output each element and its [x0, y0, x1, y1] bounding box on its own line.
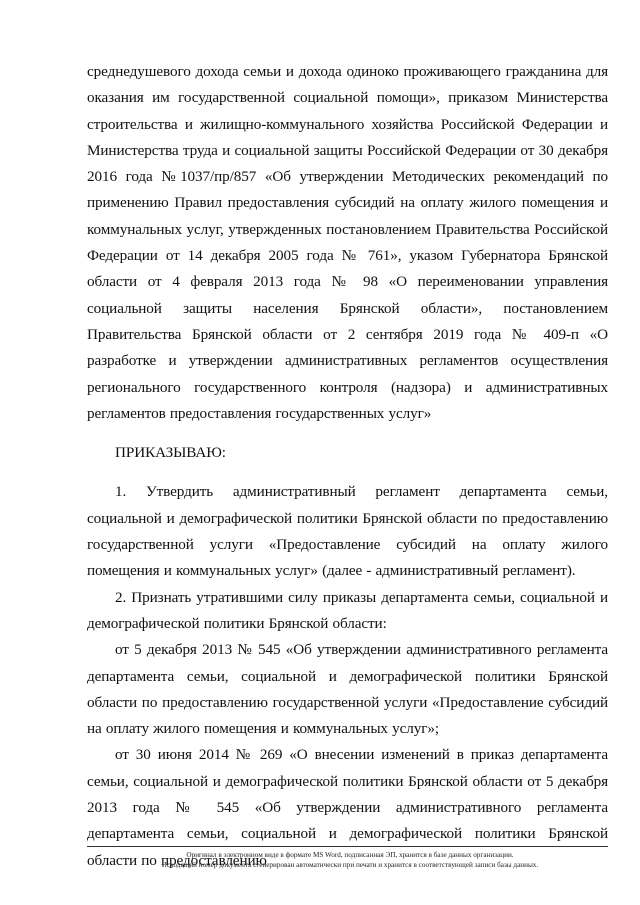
paragraph-item-2a: от 5 декабря 2013 № 545 «Об утверждении административного регламента департамента семьи, социальной и демографической политики Брянской области по предоставлению государственной услуги «Предоставление субсидий на оплату жилого помещения и коммунальных услуг»;	[87, 641, 608, 738]
document-body	[87, 59, 608, 874]
page-footer	[60, 850, 640, 870]
paragraph-item-2b: от 30 июня 2014 № 269 «О внесении изменений в приказ департамента семьи, социальной и демографической политики Брянской области от 5 декабря 2013 года № 545 «Об утверждении административного регламента департамента семьи, социальной и демографической политики Брянской области по предоставлению	[87, 746, 608, 869]
footer-line-1: Оригинал в электронном виде в формате MS Word, подписанная ЭП, хранится в базе данных организации.	[186, 851, 514, 859]
footer-line-2: Исходящий номер документа сгенерирован автоматически при печати и хранится в соответствующей записи базы данных.	[161, 861, 539, 869]
footer-divider	[87, 846, 608, 847]
paragraph-continuation: среднедушевого дохода семьи и дохода одиноко проживающего гражданина для оказания им государственной социальной помощи», приказом Министерства строительства и жилищно-коммунального хозяйства Российской Федерации и Министерства труда и социальной защиты Российской Федерации от 30 декабря 2016 года №1037/пр/857 «Об утверждении Методических рекомендаций по применению Правил предоставления субсидий на оплату жилого помещения и коммунальных услуг, утвержденных постановлением Правительства Российской Федерации от 14 декабря 2005 года № 761», указом Губернатора Брянской области от 4 февраля 2013 года № 98 «О переименовании управления социальной защиты населения Брянской области», постановлением Правительства Брянской области от 2 сентября 2019 года № 409-п «О разработке и утверждении административных регламентов осуществления регионального государственного контроля (надзора) и административных регламентов предоставления государственных услуг»	[87, 63, 608, 422]
paragraph-item-1: 1. Утвердить административный регламент департамента семьи, социальной и демографической политики Брянской области по предоставлению государственной услуги «Предоставление субсидий на оплату жилого помещения и коммунальных услуг» (далее - административный регламент).	[87, 483, 608, 580]
paragraph-order-heading: ПРИКАЗЫВАЮ:	[115, 444, 226, 462]
paragraph-item-2: 2. Признать утратившими силу приказы департамента семьи, социальной и демографической политики Брянской области:	[87, 588, 608, 632]
